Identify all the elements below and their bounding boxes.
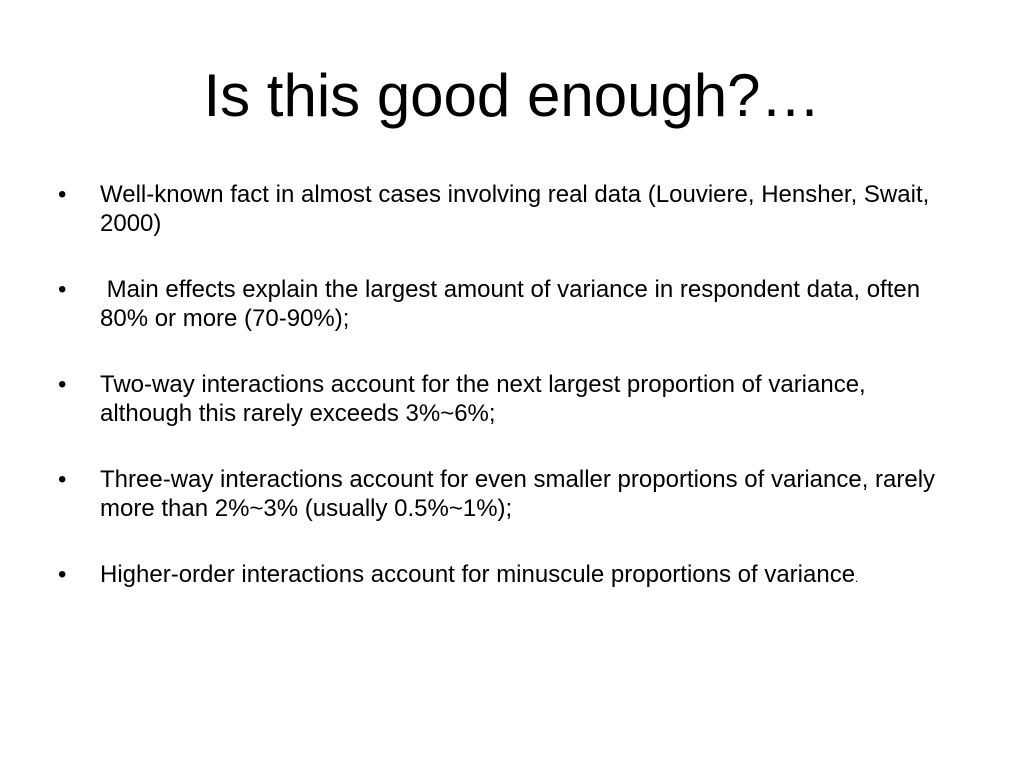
bullet-text: Three-way interactions account for even smaller proportions of variance, rarely more than 2%~3% (usually 0.5%~1%); [100, 466, 936, 522]
bullet-dot: • [58, 276, 67, 303]
bullet-item [58, 180, 958, 238]
bullet-dot: • [58, 181, 67, 208]
bullet-item [58, 465, 958, 523]
bullet-text: Two-way interactions account for the next largest proportion of variance, although this rarely exceeds 3%~6%; [100, 371, 866, 427]
bullet-tail: . [855, 571, 859, 585]
bullet-dot: • [58, 371, 67, 398]
bullet-item [58, 275, 958, 333]
bullet-text: Well-known fact in almost cases involving real data (Louviere, Hensher, Swait, 2000) [100, 181, 930, 237]
bullet-dot: • [58, 466, 67, 493]
bullet-item [58, 370, 958, 428]
slide-title: Is this good enough?… [203, 62, 821, 129]
bullet-text: Higher-order interactions account for minuscule proportions of variance [100, 561, 856, 588]
bullet-dot: • [58, 561, 67, 588]
bullet-text: Main effects explain the largest amount of variance in respondent data, often 80% or more (70-90%); [100, 276, 927, 332]
bullet-list [58, 180, 958, 630]
bullet-item [58, 560, 958, 593]
